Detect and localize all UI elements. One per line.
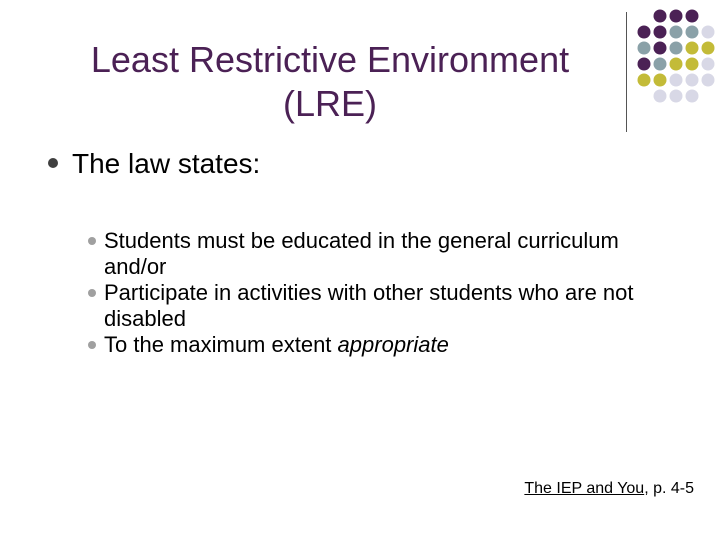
sub-bullet-dot-icon [88, 237, 96, 245]
sub-bullet-item [88, 332, 648, 358]
decorative-dot [702, 42, 715, 55]
sub-bullet-dot-icon [88, 341, 96, 349]
decorative-dot [654, 26, 667, 39]
decorative-dot [638, 42, 651, 55]
bullet-dot-icon [48, 158, 58, 168]
citation [524, 480, 694, 498]
sub-bullet-item [88, 228, 648, 280]
decorative-dot [654, 58, 667, 71]
decorative-dot [670, 10, 683, 23]
divider-line [626, 12, 627, 132]
decorative-dot [702, 26, 715, 39]
decorative-dot [670, 58, 683, 71]
decorative-dot [654, 42, 667, 55]
sub-bullet-item [88, 280, 648, 332]
decorative-dot [702, 58, 715, 71]
decorative-dot [638, 26, 651, 39]
sub-bullet-emphasis: appropriate [337, 332, 449, 357]
decorative-dot [702, 74, 715, 87]
decorative-dot [686, 90, 699, 103]
citation-title: The IEP and You [524, 480, 645, 497]
decorative-dot [686, 58, 699, 71]
decorative-dot-grid [632, 0, 720, 130]
slide-title [30, 38, 630, 126]
decorative-dot [670, 42, 683, 55]
decorative-dot [686, 42, 699, 55]
decorative-dot [638, 58, 651, 71]
title-line-2: (LRE) [282, 83, 377, 124]
decorative-dot [686, 10, 699, 23]
decorative-dot [686, 26, 699, 39]
decorative-dot [670, 90, 683, 103]
sub-bullet-dot-icon [88, 289, 96, 297]
decorative-dot [686, 74, 699, 87]
decorative-dot [670, 74, 683, 87]
sub-bullet-text: Students must be educated in the general curriculum and/or [104, 228, 619, 279]
citation-suffix: , p. 4-5 [644, 480, 694, 497]
sub-bullet-text-prefix: To the maximum extent [104, 332, 338, 357]
decorative-dot [654, 10, 667, 23]
decorative-dot [670, 26, 683, 39]
decorative-dot [654, 74, 667, 87]
bullet-text: The law states: [72, 148, 261, 179]
sub-bullet-text: Participate in activities with other students who are not disabled [104, 280, 634, 331]
decorative-dot [638, 74, 651, 87]
sub-bullet-list [88, 228, 648, 358]
title-line-1: Least Restrictive Environment [90, 39, 570, 80]
decorative-dot [654, 90, 667, 103]
